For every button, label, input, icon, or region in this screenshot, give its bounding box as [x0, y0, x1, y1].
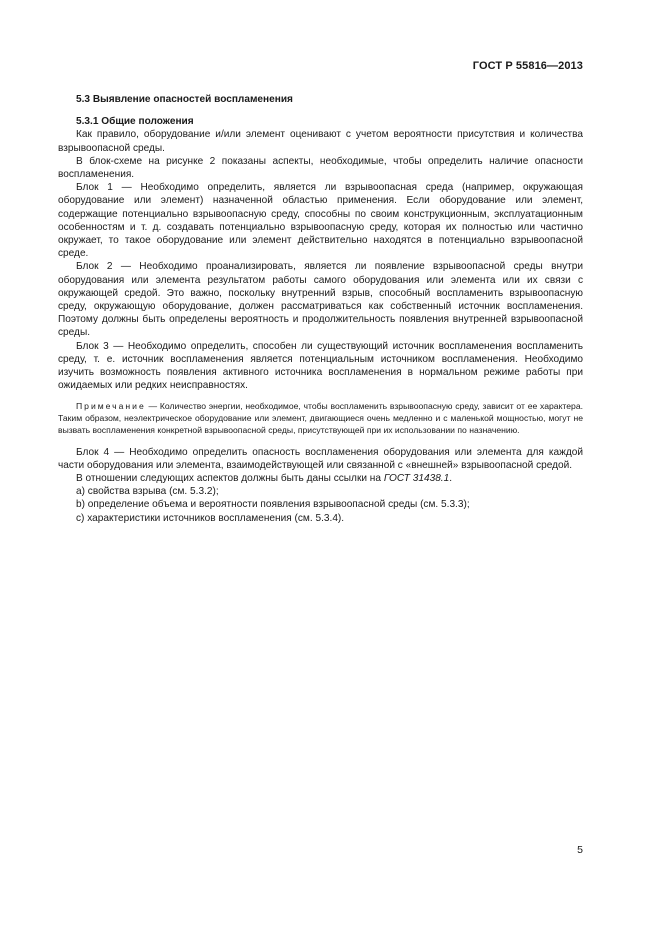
paragraph-flowchart: В блок-схеме на рисунке 2 показаны аспекты, необходимые, чтобы определить наличие опасности воспламенения. [58, 155, 583, 181]
paragraph-block3: Блок 3 — Необходимо определить, способен ли существующий источник воспламенения воспламенить среду, т. е. источник воспламенения является потенциальным источником воспламенения. Необходимо изучить возможность появления активного источника воспламенения в нормальном режиме работы при ожидаемых или редких неисправностях. [58, 340, 583, 392]
paragraph-intro: Как правило, оборудование и/или элемент оценивают с учетом вероятности присутствия и количества взрывоопасной среды. [58, 129, 583, 154]
list-item: а) свойства взрыва (см. 5.3.2); [76, 486, 219, 498]
subsection-title: 5.3.1 Общие положения [76, 116, 194, 128]
note-text: Количество энергии, необходимое, чтобы воспламенить взрывоопасную среду, зависит от ее характера. Таким образом, неэлектрическое оборудование или элемент, двигающиеся очень медленно и с маленькой мощностью, могут не вызвать воспламенения конкретной взрывоопасной среды, присутствующей при их использовании по назначению. [58, 401, 583, 435]
page-number: 5 [577, 844, 583, 856]
note-label: Примечание [76, 401, 146, 412]
references-end: . [449, 472, 453, 484]
note-dash: — [145, 401, 160, 412]
list-item: с) характеристики источников воспламенения (см. 5.3.4). [76, 512, 345, 524]
note [58, 401, 583, 436]
paragraph-references [58, 472, 583, 485]
aspects-list [58, 485, 583, 525]
section-title: 5.3 Выявление опасностей воспламенения [76, 94, 293, 105]
page-content [58, 93, 583, 525]
paragraph-block2: Блок 2 — Необходимо проанализировать, является ли появление взрывоопасной среды внутри оборудования или элемента результатом работы самого оборудования или элемента или их связи с окружающей средой. Это важно, поскольку внутренний взрыв, способный воспламенить взрывоопасную среду, окружающую оборудование, должен рассматриваться как собственный источник воспламенения. Поэтому должны быть определены вероятность и продолжительность появления внутренней взрывоопасной среды. [58, 261, 583, 339]
references-standard-link: ГОСТ 31438.1 [383, 472, 450, 484]
list-item: b) определение объема и вероятности появления взрывоопасной среды (см. 5.3.3); [76, 499, 470, 511]
standard-header: ГОСТ Р 55816—2013 [472, 60, 583, 72]
paragraph-block4: Блок 4 — Необходимо определить опасность воспламенения оборудования или элемента для каждой части оборудования или элемента, взаимодействующей или связанной с «внешней» взрывоопасной средой. [58, 446, 583, 471]
references-intro: В отношении следующих аспектов должны быть даны ссылки на [76, 472, 384, 484]
paragraph-block1: Блок 1 — Необходимо определить, является ли взрывоопасная среда (например, окружающая оборудование или элемент) назначенной областью применения. Если оборудование или элемент, содержащие потенциально взрывоопасную среду, способны по своим конструкционным, эксплуатационным особенностям и т. д. создавать потенциально взрывоопасную среду, которая их полностью или частично окружает, то такое оборудование или элемент действительно находятся в потенциально взрывоопасной среде. [58, 182, 583, 260]
